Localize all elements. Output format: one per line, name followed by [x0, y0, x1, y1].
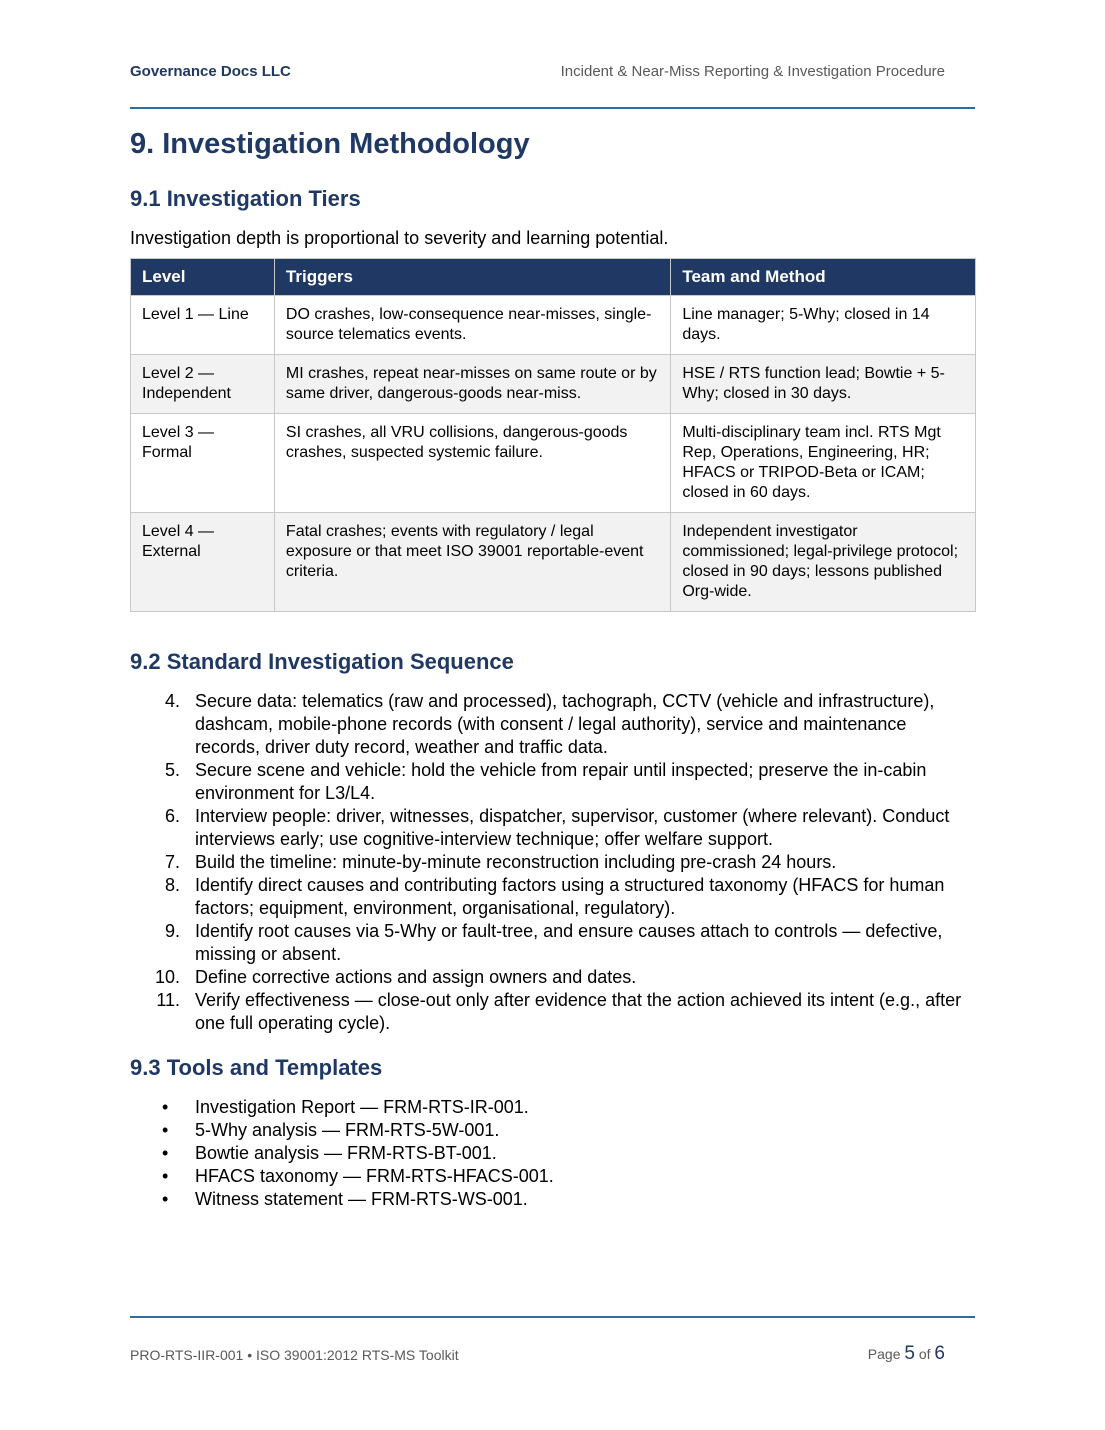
cell-team: Independent investigator commissioned; legal-privilege protocol; closed in 90 days; lessons published Org-wide. — [671, 513, 976, 612]
cell-level: Level 4 — External — [131, 513, 275, 612]
cell-team: Line manager; 5-Why; closed in 14 days. — [671, 296, 976, 355]
bullet-icon: • — [162, 1166, 169, 1186]
page-header — [130, 63, 945, 85]
list-number: 5. — [164, 760, 180, 780]
list-item — [130, 989, 975, 1035]
current-page: 5 — [904, 1343, 915, 1364]
tools-list — [130, 1096, 975, 1211]
list-text: Define corrective actions and assign owners and dates. — [195, 967, 637, 987]
list-item — [130, 1096, 975, 1119]
tiers-intro: Investigation depth is proportional to severity and learning potential. — [130, 228, 669, 248]
cell-triggers: MI crashes, repeat near-misses on same route or by same driver, dangerous-goods near-miss. — [274, 355, 670, 414]
page-label: Page — [867, 1346, 901, 1362]
list-item — [130, 1188, 975, 1211]
cell-team: Multi-disciplinary team incl. RTS Mgt Rep, Operations, Engineering, HR; HFACS or TRIPOD-Beta or ICAM; closed in 60 days. — [671, 414, 976, 513]
table-row — [131, 355, 976, 414]
list-text: Identify root causes via 5-Why or fault-tree, and ensure causes attach to controls — defective, missing or absent. — [195, 921, 943, 964]
list-item — [130, 690, 975, 759]
tools-heading: 9.3 Tools and Templates — [130, 1055, 383, 1080]
list-item — [130, 759, 975, 805]
cell-triggers: Fatal crashes; events with regulatory / legal exposure or that meet ISO 39001 reportable-event criteria. — [274, 513, 670, 612]
list-text: Interview people: driver, witnesses, dispatcher, supervisor, customer (where relevant). Conduct interviews early; use cognitive-interview technique; offer welfare support. — [195, 806, 950, 849]
list-number: 9. — [164, 921, 180, 941]
company-name: Governance Docs LLC — [130, 63, 291, 80]
list-text: HFACS taxonomy — FRM-RTS-HFACS-001. — [195, 1166, 554, 1186]
list-item — [130, 874, 975, 920]
list-text: Bowtie analysis — FRM-RTS-BT-001. — [195, 1143, 497, 1163]
cell-team: HSE / RTS function lead; Bowtie + 5-Why; closed in 30 days. — [671, 355, 976, 414]
list-number: 10. — [154, 967, 180, 987]
section-title: 9. Investigation Methodology — [130, 128, 530, 160]
sequence-list — [130, 690, 975, 1035]
tiers-table — [130, 258, 976, 612]
cell-triggers: SI crashes, all VRU collisions, dangerous-goods crashes, suspected systemic failure. — [274, 414, 670, 513]
list-item — [130, 851, 975, 874]
list-text: Secure scene and vehicle: hold the vehicle from repair until inspected; preserve the in-cabin environment for L3/L4. — [195, 760, 927, 803]
list-text: Secure data: telematics (raw and processed), tachograph, CCTV (vehicle and infrastructure), dashcam, mobile-phone records (with consent / legal authority), service and maintenance records, driver duty record, weather and traffic data. — [195, 691, 935, 757]
list-item — [130, 1165, 975, 1188]
table-row — [131, 296, 976, 355]
cell-level: Level 1 — Line — [131, 296, 275, 355]
list-item — [130, 920, 975, 966]
total-pages: 6 — [934, 1343, 945, 1364]
list-text: Build the timeline: minute-by-minute reconstruction including pre-crash 24 hours. — [195, 852, 837, 872]
list-number: 4. — [164, 691, 180, 711]
list-text: Witness statement — FRM-RTS-WS-001. — [195, 1189, 528, 1209]
page-number — [868, 1343, 945, 1365]
bullet-icon: • — [162, 1120, 169, 1140]
column-header-team: Team and Method — [671, 259, 976, 296]
bullet-icon: • — [162, 1143, 169, 1163]
bullet-icon: • — [162, 1097, 169, 1117]
list-number: 11. — [156, 990, 180, 1010]
of-label: of — [918, 1346, 931, 1362]
footer-doc-ref: PRO-RTS-IIR-001 • ISO 39001:2012 RTS-MS Toolkit — [130, 1347, 459, 1363]
table-row — [131, 513, 976, 612]
table-row — [131, 414, 976, 513]
table-header-row — [131, 259, 976, 296]
sequence-heading: 9.2 Standard Investigation Sequence — [130, 649, 514, 674]
column-header-triggers: Triggers — [274, 259, 670, 296]
list-text: Identify direct causes and contributing factors using a structured taxonomy (HFACS for human factors; equipment, environment, organisational, regulatory). — [195, 875, 945, 918]
list-item — [130, 1119, 975, 1142]
cell-level: Level 2 — Independent — [131, 355, 275, 414]
bullet-icon: • — [162, 1189, 169, 1209]
list-number: 7. — [164, 852, 180, 872]
list-number: 6. — [164, 806, 180, 826]
footer-divider — [130, 1316, 975, 1318]
list-text: Verify effectiveness — close-out only after evidence that the action achieved its intent (e.g., after one full operating cycle). — [195, 990, 962, 1033]
list-text: 5-Why analysis — FRM-RTS-5W-001. — [195, 1120, 500, 1140]
column-header-level: Level — [131, 259, 275, 296]
list-item — [130, 966, 975, 989]
list-number: 8. — [164, 875, 180, 895]
header-divider — [130, 107, 975, 109]
document-title: Incident & Near-Miss Reporting & Investigation Procedure — [560, 63, 945, 80]
cell-triggers: DO crashes, low-consequence near-misses, single-source telematics events. — [274, 296, 670, 355]
list-item — [130, 805, 975, 851]
list-item — [130, 1142, 975, 1165]
tiers-heading: 9.1 Investigation Tiers — [130, 186, 361, 211]
list-text: Investigation Report — FRM-RTS-IR-001. — [195, 1097, 529, 1117]
cell-level: Level 3 — Formal — [131, 414, 275, 513]
